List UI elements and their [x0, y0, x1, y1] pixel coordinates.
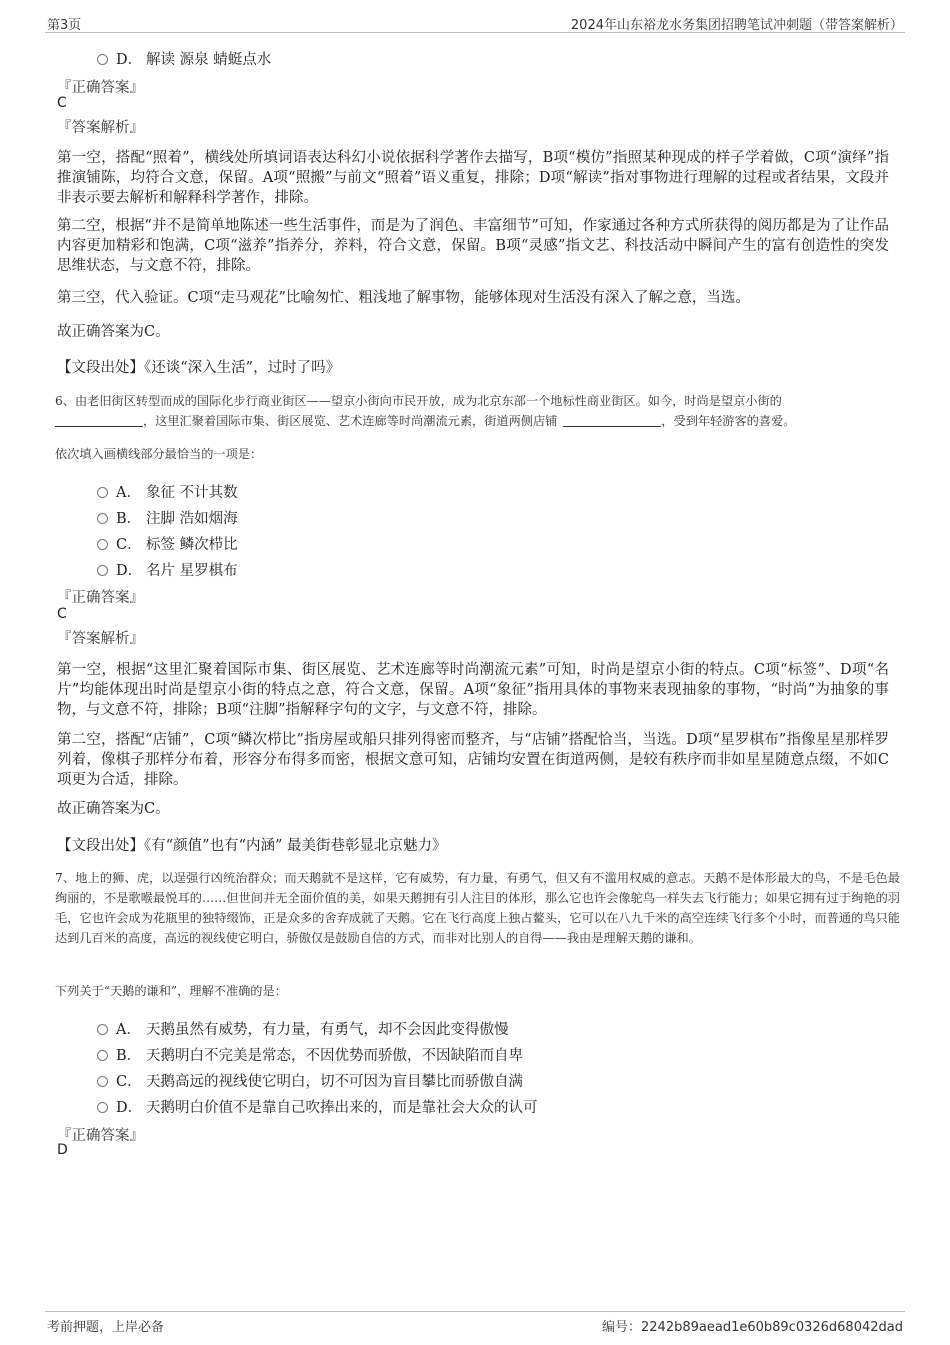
option-text: 解读 源泉 蜻蜓点水 — [146, 52, 272, 68]
option-text: 名片 星罗棋布 — [146, 563, 238, 579]
q7-option-c[interactable]: C． 天鹅高远的视线使它明白，切不可因为盲目攀比而骄傲自满 — [97, 1070, 523, 1090]
q6-stem: 6、由老旧街区转型而成的国际化步行商业街区——望京小街向市民开放，成为北京东部一个地标性商业街区。如今，时尚是望京小街的 ，这里汇聚着国际市集、街区展览、艺术连廊等时尚潮流元素，街道两侧店铺 ，受到年轻游客的喜爱。 — [55, 394, 796, 428]
radio-icon[interactable] — [97, 513, 108, 524]
q6-option-d[interactable]: D． 名片 星罗棋布 — [97, 559, 238, 579]
page-header — [45, 14, 905, 33]
option-text: 象征 不计其数 — [146, 485, 238, 501]
document-id: 编号：2242b89aead1e60b89c0326d68042dad — [602, 1320, 903, 1335]
q7-option-a[interactable]: A． 天鹅虽然有威势，有力量，有勇气，却不会因此变得傲慢 — [97, 1018, 509, 1038]
q6-option-c[interactable]: C． 标签 鳞次栉比 — [97, 533, 238, 553]
q7-answer: D — [57, 1142, 68, 1158]
q5-conclusion: 故正确答案为C。 — [57, 324, 170, 340]
q6-analysis-tag: 『答案解析』 — [57, 631, 144, 647]
option-text: 天鹅高远的视线使它明白，切不可因为盲目攀比而骄傲自满 — [146, 1074, 523, 1090]
q5-analysis-1: 第一空，搭配“照着”，横线处所填词语表达科幻小说依据科学著作去描写，B项“模仿”指照某种现成的样子学着做，C项“演绎”指推演铺陈，均符合文意，保留。A项“照搬”与前文“照着”语义重复，排除；D项“解读”指对事物进行理解的过程或者结果，文段并非表示要去解析和解释科学著作，排除。 — [57, 150, 889, 206]
q6-answer: C — [57, 606, 67, 622]
radio-icon[interactable] — [97, 487, 108, 498]
q6-option-a[interactable]: A． 象征 不计其数 — [97, 481, 238, 501]
q6-analysis-1: 第一空，根据“这里汇聚着国际市集、街区展览、艺术连廊等时尚潮流元素”可知，时尚是望京小街的特点。C项“标签”、D项“名片”均能体现出时尚是望京小街的特点之意，符合文意，保留。A项“象征”指用具体的事物来表现抽象的事物，“时尚”为抽象的事物，与文意不符，排除；B项“注脚”指解释字句的文字，与文意不符，排除。 — [57, 662, 889, 718]
radio-icon[interactable] — [97, 565, 108, 576]
q7-answer-tag: 『正确答案』 — [57, 1128, 144, 1144]
q6-option-b[interactable]: B． 注脚 浩如烟海 — [97, 507, 238, 527]
q5-answer-tag: 『正确答案』 — [57, 80, 144, 96]
document-title: 2024年山东裕龙水务集团招聘笔试冲刺题（带答案解析） — [570, 18, 903, 33]
q6-analysis-2: 第二空，搭配“店铺”，C项“鳞次栉比”指房屋或船只排列得密而整齐，与“店铺”搭配恰当，当选。D项“星罗棋布”指像星星那样罗列着，像棋子那样分布着，形容分布得多而密，根据文意可知，店铺均安置在街道两侧，是较有秩序而非如星星随意点缀，不如C项更为合适，排除。 — [57, 732, 889, 788]
option-text: 标签 鳞次栉比 — [146, 537, 238, 553]
q7-option-b[interactable]: B． 天鹅明白不完美是常态，不因优势而骄傲，不因缺陷而自卑 — [97, 1044, 523, 1064]
radio-icon[interactable] — [97, 1024, 108, 1035]
q6-conclusion: 故正确答案为C。 — [57, 801, 170, 817]
q7-option-d[interactable]: D． 天鹅明白价值不是靠自己吹捧出来的，而是靠社会大众的认可 — [97, 1096, 538, 1116]
q5-analysis-3: 第三空，代入验证。C项“走马观花”比喻匆忙、粗浅地了解事物，能够体现对生活没有深入了解之意，当选。 — [57, 290, 750, 306]
q7-prompt: 下列关于“天鹅的谦和”，理解不准确的是： — [55, 984, 287, 998]
option-text: 天鹅明白不完美是常态，不因优势而骄傲，不因缺陷而自卑 — [146, 1048, 523, 1064]
q7-stem: 7、地上的狮、虎，以逞强行凶统治群众；而天鹅就不是这样，它有威势，有力量，有勇气，但又有不滥用权威的意志。天鹅不是体形最大的鸟，不是毛色最绚丽的，不是歌喉最悦耳的……但世间并无全面价值的美，如果天鹅拥有引人注目的体形，那么它也许会像鸵鸟一样失去飞行能力；如果它拥有过于绚艳的羽毛，它也许会成为花瓶里的独特缀饰，正是众多的舍弃成就了天鹅。它在飞行高度上独占鳌头，它可以在八九千米的高空连续飞行多个小时，而普通的鸟只能达到几百米的高度，高远的视线使它明白，骄傲仅是鼓励自信的方式，而非对比别人的自得——我由是理解天鹅的谦和。 — [55, 871, 900, 945]
option-text: 天鹅虽然有威势，有力量，有勇气，却不会因此变得傲慢 — [146, 1022, 509, 1038]
q5-analysis-2: 第二空，根据“并不是简单地陈述一些生活事件，而是为了润色、丰富细节”可知，作家通过各种方式所获得的阅历都是为了让作品内容更加精彩和饱满，C项“滋养”指养分，养料，符合文意，保留。B项“灵感”指文艺、科技活动中瞬间产生的富有创造性的突发思维状态，与文意不符，排除。 — [57, 218, 889, 274]
q5-answer: C — [57, 95, 67, 111]
q5-option-d[interactable]: D． 解读 源泉 蜻蜓点水 — [97, 48, 271, 68]
option-text: 注脚 浩如烟海 — [146, 511, 238, 527]
q6-source: 【文段出处】《有“颜值”也有“内涵” 最美街巷彰显北京魅力》 — [57, 838, 447, 854]
blank-1 — [55, 413, 143, 427]
radio-icon[interactable] — [97, 1076, 108, 1087]
option-text: 天鹅明白价值不是靠自己吹捧出来的，而是靠社会大众的认可 — [146, 1100, 538, 1116]
radio-icon[interactable] — [97, 54, 108, 65]
q5-source: 【文段出处】《还谈“深入生活”，过时了吗》 — [57, 360, 341, 376]
page-footer — [45, 1311, 905, 1334]
radio-icon[interactable] — [97, 539, 108, 550]
radio-icon[interactable] — [97, 1102, 108, 1113]
blank-2 — [563, 413, 661, 427]
radio-icon[interactable] — [97, 1050, 108, 1061]
q6-answer-tag: 『正确答案』 — [57, 590, 144, 606]
page-number: 第3页 — [47, 18, 82, 33]
q5-analysis-tag: 『答案解析』 — [57, 120, 144, 136]
q6-prompt: 依次填入画横线部分最恰当的一项是： — [55, 447, 263, 461]
footer-slogan: 考前押题，上岸必备 — [47, 1320, 165, 1335]
